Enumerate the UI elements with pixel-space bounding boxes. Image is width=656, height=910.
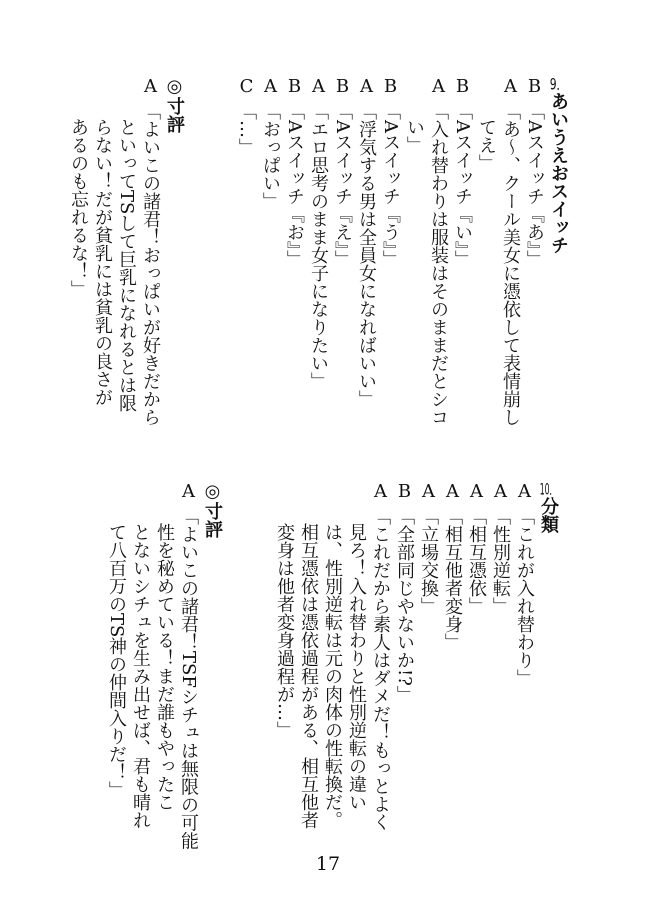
speaker-label: B <box>524 76 545 97</box>
page-number: 17 <box>315 853 341 875</box>
speaker-label: A <box>308 76 329 97</box>
dialogue-text: 性を秘めている！まだ誰もやったこ <box>154 523 175 811</box>
dialogue-text: とないシチュを生み出せば、君も晴れ <box>130 523 151 829</box>
dialogue-text: 「性別逆転」 <box>490 507 511 615</box>
speaker-label: B <box>452 76 473 97</box>
speaker-label: B <box>380 76 401 97</box>
speaker-label: A <box>356 76 377 97</box>
section-10 <box>104 481 560 861</box>
dialogue-text: 「Aスイッチ『う』」 <box>380 102 401 268</box>
dialogue-line <box>416 481 440 861</box>
speaker-label: A <box>466 481 487 502</box>
dialogue-text: 「…」 <box>236 102 257 156</box>
dialogue-text: 見ろ！入れ替わりと性別逆転の違い <box>346 523 367 811</box>
review-line <box>176 481 200 861</box>
dialogue-text: 「入れ替わりは服装はそのままだとシコ <box>428 102 449 426</box>
dialogue-line <box>282 76 306 456</box>
review-heading-text: ◎寸評 <box>164 76 185 133</box>
section-title <box>546 76 570 456</box>
dialogue-text: 「相互憑依」 <box>466 507 487 615</box>
dialogue-text: てえ」 <box>476 118 497 172</box>
dialogue-line <box>354 76 378 456</box>
dialogue-line <box>474 76 498 456</box>
dialogue-line <box>440 481 464 861</box>
dialogue-text: て八百万のTS神の仲間入りだ！」 <box>106 523 127 800</box>
dialogue-text: 「これが入れ替わり」 <box>514 507 535 687</box>
dialogue-text: 「浮気する男は全員女になればいい」 <box>356 102 377 408</box>
dialogue-line <box>426 76 450 456</box>
section-9 <box>66 76 570 456</box>
dialogue-line <box>368 481 392 861</box>
review-line <box>66 76 90 456</box>
dialogue-line <box>320 481 344 861</box>
dialogue-line <box>258 76 282 456</box>
blank-line <box>224 481 272 861</box>
dialogue-line <box>272 481 296 861</box>
dialogue-text: 「エロ思考のまま女子になりたい」 <box>308 102 329 390</box>
speaker-label: A <box>514 481 535 502</box>
section-number: 10． <box>539 481 558 497</box>
dialogue-line <box>464 481 488 861</box>
dialogue-line <box>498 76 522 456</box>
dialogue-text: 「あ〜、クール美女に憑依して表情崩し <box>500 102 521 426</box>
dialogue-text: あるのも忘れるな！」 <box>68 118 89 298</box>
dialogue-line <box>378 76 402 456</box>
speaker-label: B <box>394 481 415 502</box>
dialogue-line <box>296 481 320 861</box>
review-line <box>104 481 128 861</box>
review-line <box>114 76 138 456</box>
speaker-label: A <box>442 481 463 502</box>
dialogue-text: 「おっぱい」 <box>260 102 281 210</box>
review-line <box>90 76 114 456</box>
review-line <box>128 481 152 861</box>
dialogue-text: 相互憑依は憑依過程がある、相互他者 <box>298 523 319 829</box>
dialogue-text: 「Aスイッチ『い』」 <box>452 102 473 268</box>
dialogue-text: 「全部同じやないか!?」 <box>394 507 415 704</box>
review-heading-text: ◎寸評 <box>202 481 223 538</box>
dialogue-text: は、性別逆転は元の肉体の性転換だ。 <box>322 523 343 829</box>
dialogue-line <box>306 76 330 456</box>
dialogue-text: 「よいこの諸君！おっぱいが好きだから <box>140 102 161 426</box>
section-number: 9． <box>549 76 568 92</box>
blank-line <box>186 76 234 456</box>
speaker-label: A <box>260 76 281 97</box>
dialogue-line <box>450 76 474 456</box>
dialogue-text: 「立場交換」 <box>418 507 439 615</box>
dialogue-line <box>402 76 426 456</box>
speaker-label: A <box>370 481 391 502</box>
speaker-label: C <box>236 76 257 97</box>
speaker-label: A <box>490 481 511 502</box>
dialogue-text: 「Aスイッチ『え』」 <box>332 102 353 268</box>
speaker-label: A <box>178 481 199 502</box>
speaker-label: A <box>418 481 439 502</box>
section-title-text: あいうえおスイッチ <box>548 92 569 254</box>
dialogue-text: 「これだから素人はダメだ！もっとよく <box>370 507 391 831</box>
dialogue-text: 「Aスイッチ『あ』」 <box>524 102 545 268</box>
section-title-text: 分類 <box>538 497 559 533</box>
review-heading <box>200 481 224 861</box>
dialogue-text: といってTSして巨乳になれるとは限 <box>116 118 137 413</box>
review-heading <box>162 76 186 456</box>
dialogue-text: 「Aスイッチ『お』」 <box>284 102 305 268</box>
review-line <box>152 481 176 861</box>
dialogue-text: らない！だが貧乳には貧乳の良さが <box>92 118 113 406</box>
speaker-label: A <box>140 76 161 97</box>
section-title <box>536 481 560 861</box>
dialogue-text: 「よいこの諸君！TSFシチュは無限の可能 <box>178 507 199 850</box>
dialogue-text: い」 <box>404 118 425 154</box>
review-line <box>138 76 162 456</box>
dialogue-text: 「相互他者変身」 <box>442 507 463 651</box>
speaker-label: B <box>332 76 353 97</box>
speaker-label: A <box>500 76 521 97</box>
speaker-label: A <box>428 76 449 97</box>
dialogue-line <box>512 481 536 861</box>
dialogue-line <box>344 481 368 861</box>
speaker-label: B <box>284 76 305 97</box>
dialogue-line <box>522 76 546 456</box>
dialogue-text: 変身は他者変身過程が…」 <box>274 523 295 739</box>
dialogue-line <box>488 481 512 861</box>
dialogue-line <box>330 76 354 456</box>
dialogue-line <box>234 76 258 456</box>
dialogue-line <box>392 481 416 861</box>
